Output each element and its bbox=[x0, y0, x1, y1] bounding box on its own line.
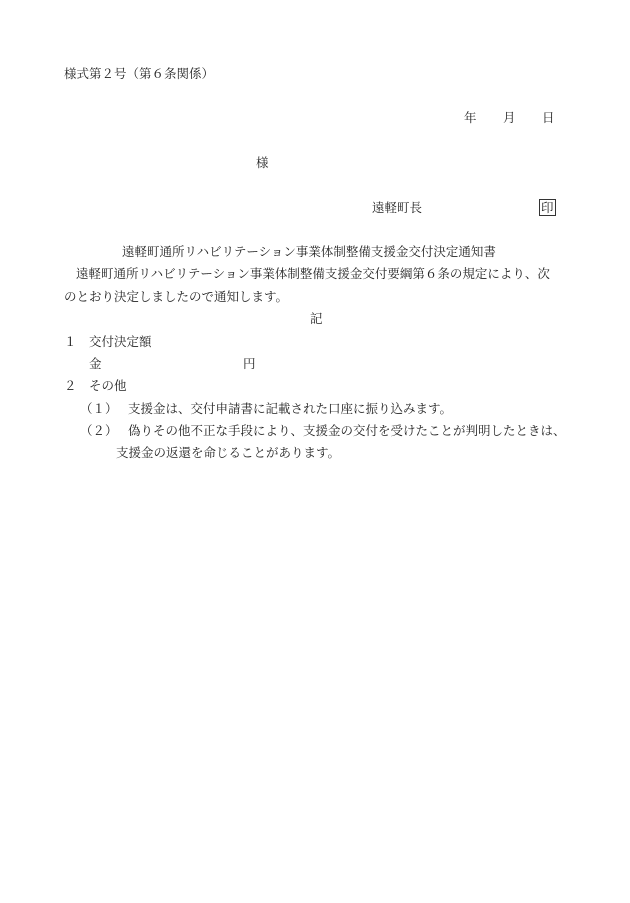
item2-sub2-text-line2: 支援金の返還を命じることがあります。 bbox=[116, 445, 341, 460]
item2-sub1-number: （１） bbox=[80, 401, 118, 416]
item2-sub1-text: 支援金は、交付申請書に記載された口座に振り込みます。 bbox=[128, 401, 453, 416]
date-year-label: 年 bbox=[464, 110, 477, 125]
item2-sub2-text-line1: 偽りその他不正な手段により、支援金の交付を受けたことが判明したときは、 bbox=[128, 423, 566, 438]
issuer-title: 遠軽町長 bbox=[372, 200, 423, 215]
item2-title: その他 bbox=[89, 378, 127, 393]
item2-sub2-number: （２） bbox=[80, 423, 118, 438]
official-seal-box: 印 bbox=[541, 200, 554, 215]
item2-number: ２ bbox=[64, 378, 77, 393]
body-line-1: 遠軽町通所リハビリテーション事業体制整備支援金交付要綱第６条の規定により、次 bbox=[76, 266, 550, 281]
document-title: 遠軽町通所リハビリテーション事業体制整備支援金交付決定通知書 bbox=[122, 244, 496, 259]
item1-number: １ bbox=[64, 334, 77, 349]
form-number: 様式第２号（第６条関係） bbox=[64, 66, 215, 81]
date-month-label: 月 bbox=[503, 110, 516, 125]
item1-amount-prefix: 金 bbox=[89, 356, 102, 371]
body-line-2: のとおり決定しましたので通知します。 bbox=[64, 289, 289, 304]
date-day-label: 日 bbox=[542, 110, 555, 125]
item1-title: 交付決定額 bbox=[89, 334, 152, 349]
item1-amount-unit: 円 bbox=[243, 356, 256, 371]
recipient-suffix: 様 bbox=[256, 155, 269, 170]
ki-heading: 記 bbox=[310, 311, 323, 326]
